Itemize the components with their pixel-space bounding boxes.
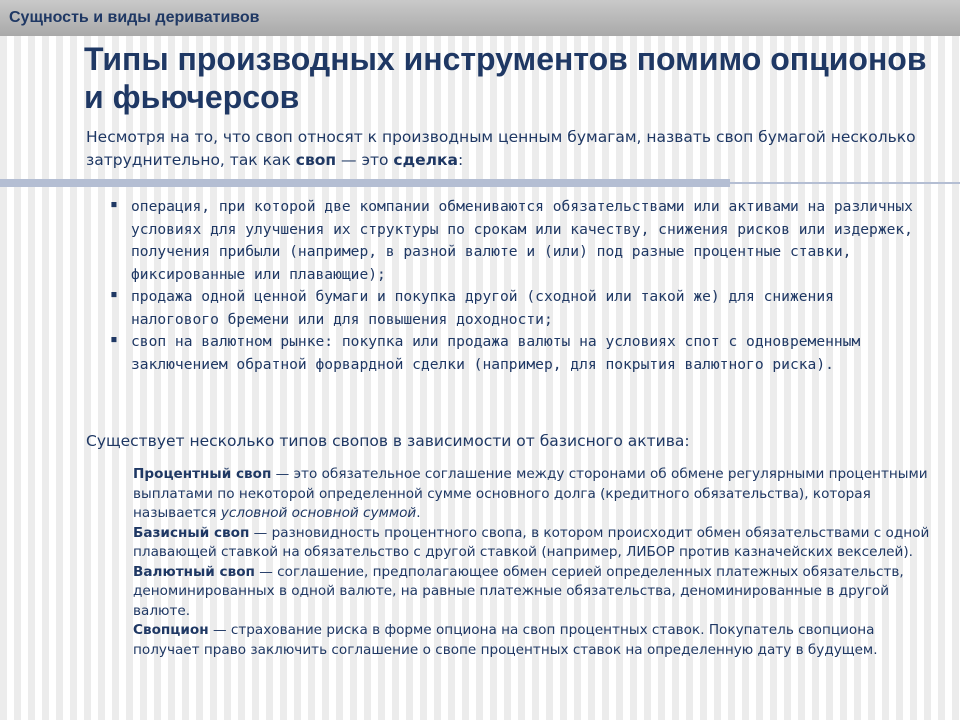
swap-type-basis [133, 524, 933, 563]
slide-title: Типы производных инструментов помимо опционов и фьючерсов [84, 41, 927, 115]
bullet-text: операция, при которой две компании обмениваются обязательствами или активами на различных условиях для улучшения их структуры по срокам или качеству, снижения рисков или издержек, получения прибыли (например, в разной валюте и (или) под разные процентные ставки, фиксированные или плавающие); [131, 198, 913, 283]
bullet-list [108, 196, 918, 376]
swap-type-term: Процентный своп [133, 466, 272, 482]
swap-type-term: Свопцион [133, 622, 209, 638]
swap-type-currency [133, 563, 933, 622]
swap-type-term: Валютный своп [133, 563, 255, 580]
swap-type-interest [133, 465, 933, 524]
swap-type-text: — соглашение, предполагающее обмен серией определенных платежных обязательств, деноминированных в одной валюте, на равные платежные обязательства, деноминированные в другой валюте. [133, 563, 904, 619]
intro-dash: — это [336, 151, 394, 169]
divider-rule [0, 179, 960, 189]
header-bar [0, 0, 960, 36]
swap-types-list [133, 465, 933, 660]
bullet-text: продажа одной ценной бумаги и покупка другой (сходной или такой же) для снижения налогового бремени или для повышения доходности; [131, 288, 834, 328]
divider-thin [730, 182, 960, 184]
swap-type-swaption [133, 621, 933, 660]
list-item [108, 286, 918, 331]
intro-term-deal: сделка [393, 151, 458, 169]
intro-paragraph [86, 126, 936, 172]
swap-type-emphasis: условной основной суммой [220, 505, 417, 521]
intro-lead: Несмотря на то, что своп относят к производным ценным бумагам, назвать своп бумагой несколько затруднительно, так как [86, 128, 916, 169]
bullet-text: своп на валютном рынке: покупка или продажа валюты на условиях спот с одновременным заключением обратной форвардной сделки (например, для покрытия валютного риска). [131, 333, 861, 373]
divider-thick [0, 179, 730, 187]
swap-type-term: Базисный своп [133, 524, 250, 541]
intro-term-swap: своп [295, 151, 337, 169]
bullet-square-icon: ▪ [110, 197, 118, 212]
bullet-square-icon: ▪ [110, 332, 118, 347]
types-intro: Существует несколько типов свопов в зависимости от базисного актива: [86, 432, 690, 450]
list-item [108, 331, 918, 376]
swap-type-text: — разновидность процентного свопа, в котором происходит обмен обязательствами с одной плавающей ставкой на обязательство с другой ставкой (например, ЛИБОР против казначейских векселей). [133, 524, 930, 560]
section-title: Сущность и виды деривативов [9, 9, 260, 26]
swap-type-text: — страхование риска в форме опциона на своп процентных ставок. Покупатель свопциона получает право заключить соглашение о свопе процентных ставок на определенную дату в будущем. [133, 622, 878, 658]
bullet-square-icon: ▪ [110, 287, 118, 302]
list-item [108, 196, 918, 286]
intro-colon: : [457, 151, 464, 169]
swap-type-text: — это обязательное соглашение между сторонами об обмене регулярными процентными выплатами по некоторой определенной сумме основного долга (кредитного обязательства), которая называется [133, 466, 928, 521]
swap-type-tail: . [416, 505, 421, 521]
